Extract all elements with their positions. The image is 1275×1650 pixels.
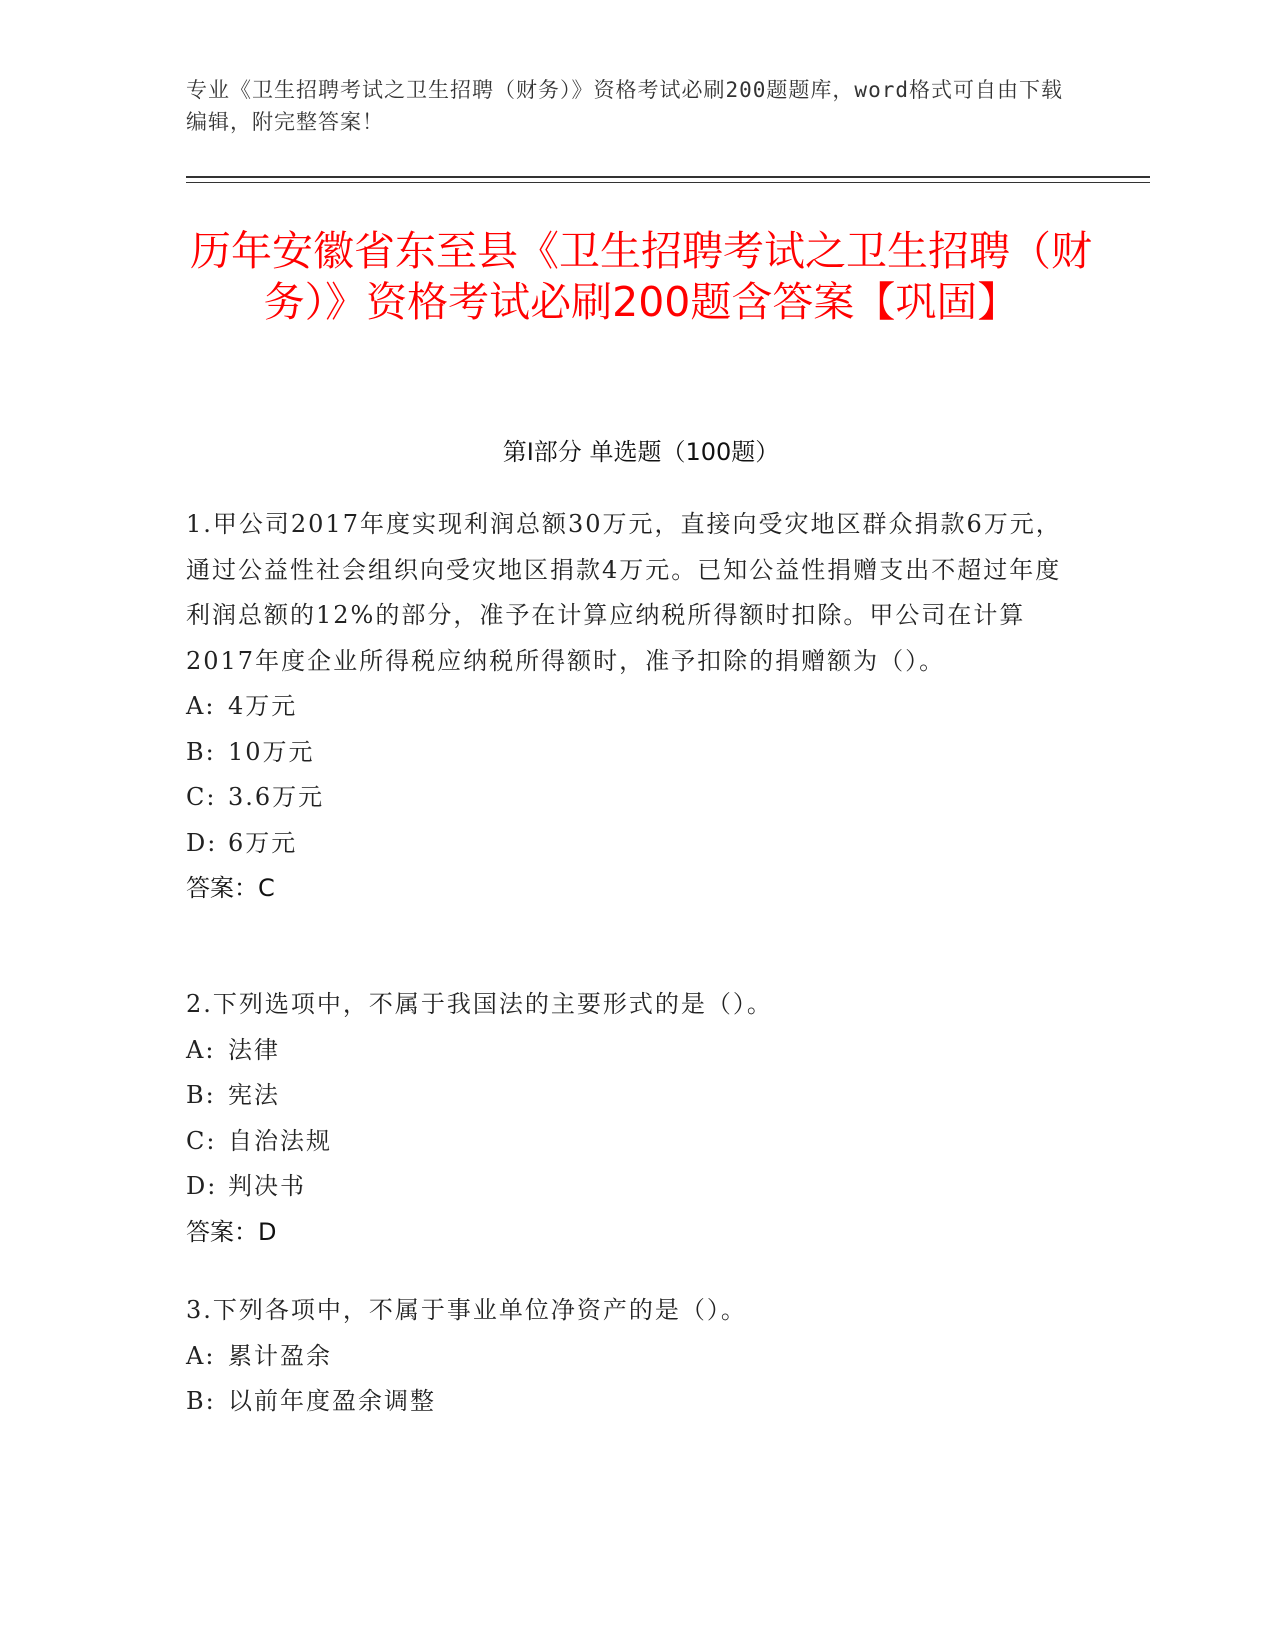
option-key: B: bbox=[186, 1081, 216, 1109]
option-a bbox=[186, 1334, 1076, 1380]
option-text: 自治法规 bbox=[228, 1126, 332, 1155]
option-key: A: bbox=[186, 692, 216, 720]
answer-line: 答案：D bbox=[186, 1217, 277, 1246]
document-title: 历年安徽省东至县《卫生招聘考试之卫生招聘（财务）》资格考试必刷200题含答案【巩固】 bbox=[190, 227, 1092, 326]
option-c bbox=[186, 1119, 1076, 1165]
option-text: 宪法 bbox=[228, 1081, 280, 1109]
option-text: 6万元 bbox=[228, 828, 298, 857]
option-c bbox=[186, 775, 1076, 821]
option-d bbox=[186, 1164, 1076, 1210]
option-key: C: bbox=[186, 783, 217, 811]
option-key: A: bbox=[186, 1035, 216, 1064]
option-text: 累计盈余 bbox=[228, 1341, 332, 1370]
option-b bbox=[186, 730, 1076, 776]
question-stem: 1.甲公司2017年度实现利润总额30万元，直接向受灾地区群众捐款6万元，通过公益性社会组织向受灾地区捐款4万元。已知公益性捐赠支出不超过年度利润总额的12%的部分，准予在计算应纳税所得额时扣除。甲公司在计算2017年度企业所得税应纳税所得额时，准予扣除的捐赠额为（）。 bbox=[186, 510, 1062, 675]
option-b bbox=[186, 1073, 1076, 1119]
question-3 bbox=[186, 1288, 1076, 1425]
option-key: B: bbox=[186, 1387, 216, 1415]
header-note: 专业《卫生招聘考试之卫生招聘（财务）》资格考试必刷200题题库，word格式可自由下载编辑，附完整答案！ bbox=[186, 78, 1063, 134]
option-key: D: bbox=[186, 1172, 218, 1200]
section-title: 第I部分 单选题（100题） bbox=[502, 438, 780, 466]
option-text: 法律 bbox=[228, 1035, 280, 1064]
option-key: A: bbox=[186, 1341, 216, 1370]
option-key: B: bbox=[186, 737, 216, 766]
option-d bbox=[186, 821, 1076, 867]
option-text: 10万元 bbox=[228, 737, 315, 766]
option-b bbox=[186, 1379, 1076, 1425]
option-text: 以前年度盈余调整 bbox=[228, 1387, 436, 1415]
option-a bbox=[186, 1028, 1076, 1074]
question-1 bbox=[186, 502, 1076, 912]
header-divider bbox=[186, 176, 1150, 178]
header-divider-thin bbox=[186, 182, 1150, 183]
question-stem: 3.下列各项中，不属于事业单位净资产的是（）。 bbox=[186, 1296, 747, 1324]
option-text: 判决书 bbox=[228, 1172, 306, 1200]
option-text: 4万元 bbox=[228, 692, 298, 720]
question-stem: 2.下列选项中，不属于我国法的主要形式的是（）。 bbox=[186, 990, 773, 1018]
option-a bbox=[186, 684, 1076, 730]
answer-line: 答案：C bbox=[186, 874, 275, 902]
option-key: C: bbox=[186, 1126, 217, 1155]
option-text: 3.6万元 bbox=[228, 783, 325, 811]
option-key: D: bbox=[186, 828, 218, 857]
question-2 bbox=[186, 982, 1076, 1255]
